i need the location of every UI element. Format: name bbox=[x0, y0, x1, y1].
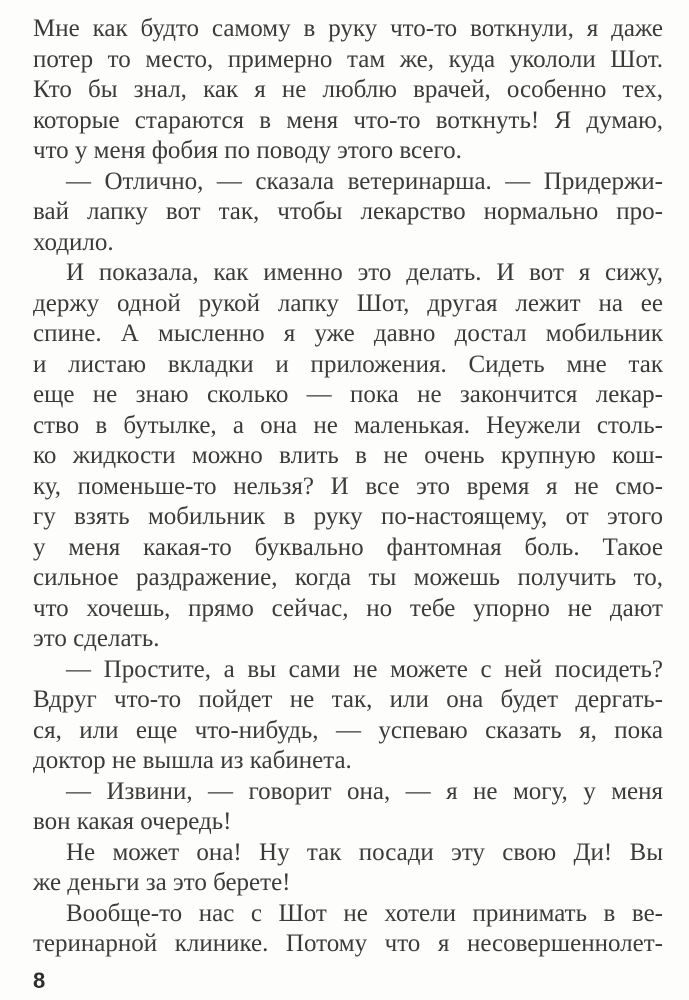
text-line: сильное раздражение, когда ты можешь получить то, bbox=[33, 564, 663, 591]
paragraph bbox=[33, 655, 663, 777]
text-line: Кто бы знал, как я не люблю врачей, особенно тех, bbox=[33, 76, 663, 103]
paragraph bbox=[33, 838, 663, 899]
text-line: Вообще-то нас с Шот не хотели принимать в ве- bbox=[66, 899, 663, 927]
text-line: теринарной клинике. Потому что я несовершеннолет- bbox=[33, 930, 663, 957]
text-line: ко жидкости можно влить в не очень крупную кош- bbox=[33, 442, 663, 469]
text-line: вай лапку вот так, чтобы лекарство нормально про- bbox=[33, 198, 663, 225]
text-line: Мне как будто самому в руку что-то воткнули, я даже bbox=[33, 15, 663, 42]
text-line: ку, поменьше-то нельзя? И все это время я не смо- bbox=[33, 472, 663, 500]
text-line: Не может она! Ну так посади эту свою Ди! Вы bbox=[66, 838, 663, 866]
text-line: потер то место, примерно там же, куда укололи Шот. bbox=[33, 45, 663, 73]
paragraph bbox=[33, 777, 663, 838]
text-line: — Простите, а вы сами не можете с ней посидеть? bbox=[66, 655, 663, 683]
paragraph bbox=[33, 167, 663, 259]
text-line: же деньги за это берете! bbox=[33, 869, 291, 896]
text-line: у меня какая-то буквально фантомная боль. Такое bbox=[33, 533, 663, 561]
text-line: спине. А мысленно я уже давно достал мобильник bbox=[33, 320, 663, 347]
text-line: — Отлично, — сказала ветеринарша. — Придержи- bbox=[66, 167, 663, 195]
book-page-text bbox=[33, 14, 663, 960]
text-line: ходило. bbox=[33, 228, 114, 256]
text-line: что у меня фобия по поводу этого всего. bbox=[33, 137, 462, 164]
text-line: которые стараются в меня что-то воткнуть! Я думаю, bbox=[33, 106, 663, 134]
text-line: доктор не вышла из кабинета. bbox=[33, 747, 352, 774]
text-line: Вдруг что-то пойдет не так, или она будет дергать- bbox=[33, 686, 663, 713]
text-line: ся, или еще что-нибудь, — успеваю сказать я, пока bbox=[33, 716, 663, 744]
text-line: гу взять мобильник в руку по-настоящему, от этого bbox=[33, 503, 663, 530]
text-line: — Извини, — говорит она, — я не могу, у меня bbox=[66, 777, 663, 805]
text-line: еще не знаю сколько — пока не закончится лекар- bbox=[33, 381, 663, 408]
text-line: И показала, как именно это делать. И вот я сижу, bbox=[66, 259, 663, 286]
paragraph bbox=[33, 258, 663, 655]
text-line: ство в бутылке, а она не маленькая. Неужели столь- bbox=[33, 411, 663, 439]
text-line: и листаю вкладки и приложения. Сидеть мне так bbox=[33, 350, 663, 378]
text-line: вон какая очередь! bbox=[33, 808, 232, 835]
page-number: 8 bbox=[33, 968, 46, 993]
text-line: это сделать. bbox=[33, 625, 160, 652]
paragraph bbox=[33, 14, 663, 167]
text-line: держу одной рукой лапку Шот, другая лежит на ее bbox=[33, 289, 663, 317]
text-line: что хочешь, прямо сейчас, но тебе упорно не дают bbox=[33, 594, 663, 622]
paragraph bbox=[33, 899, 663, 960]
